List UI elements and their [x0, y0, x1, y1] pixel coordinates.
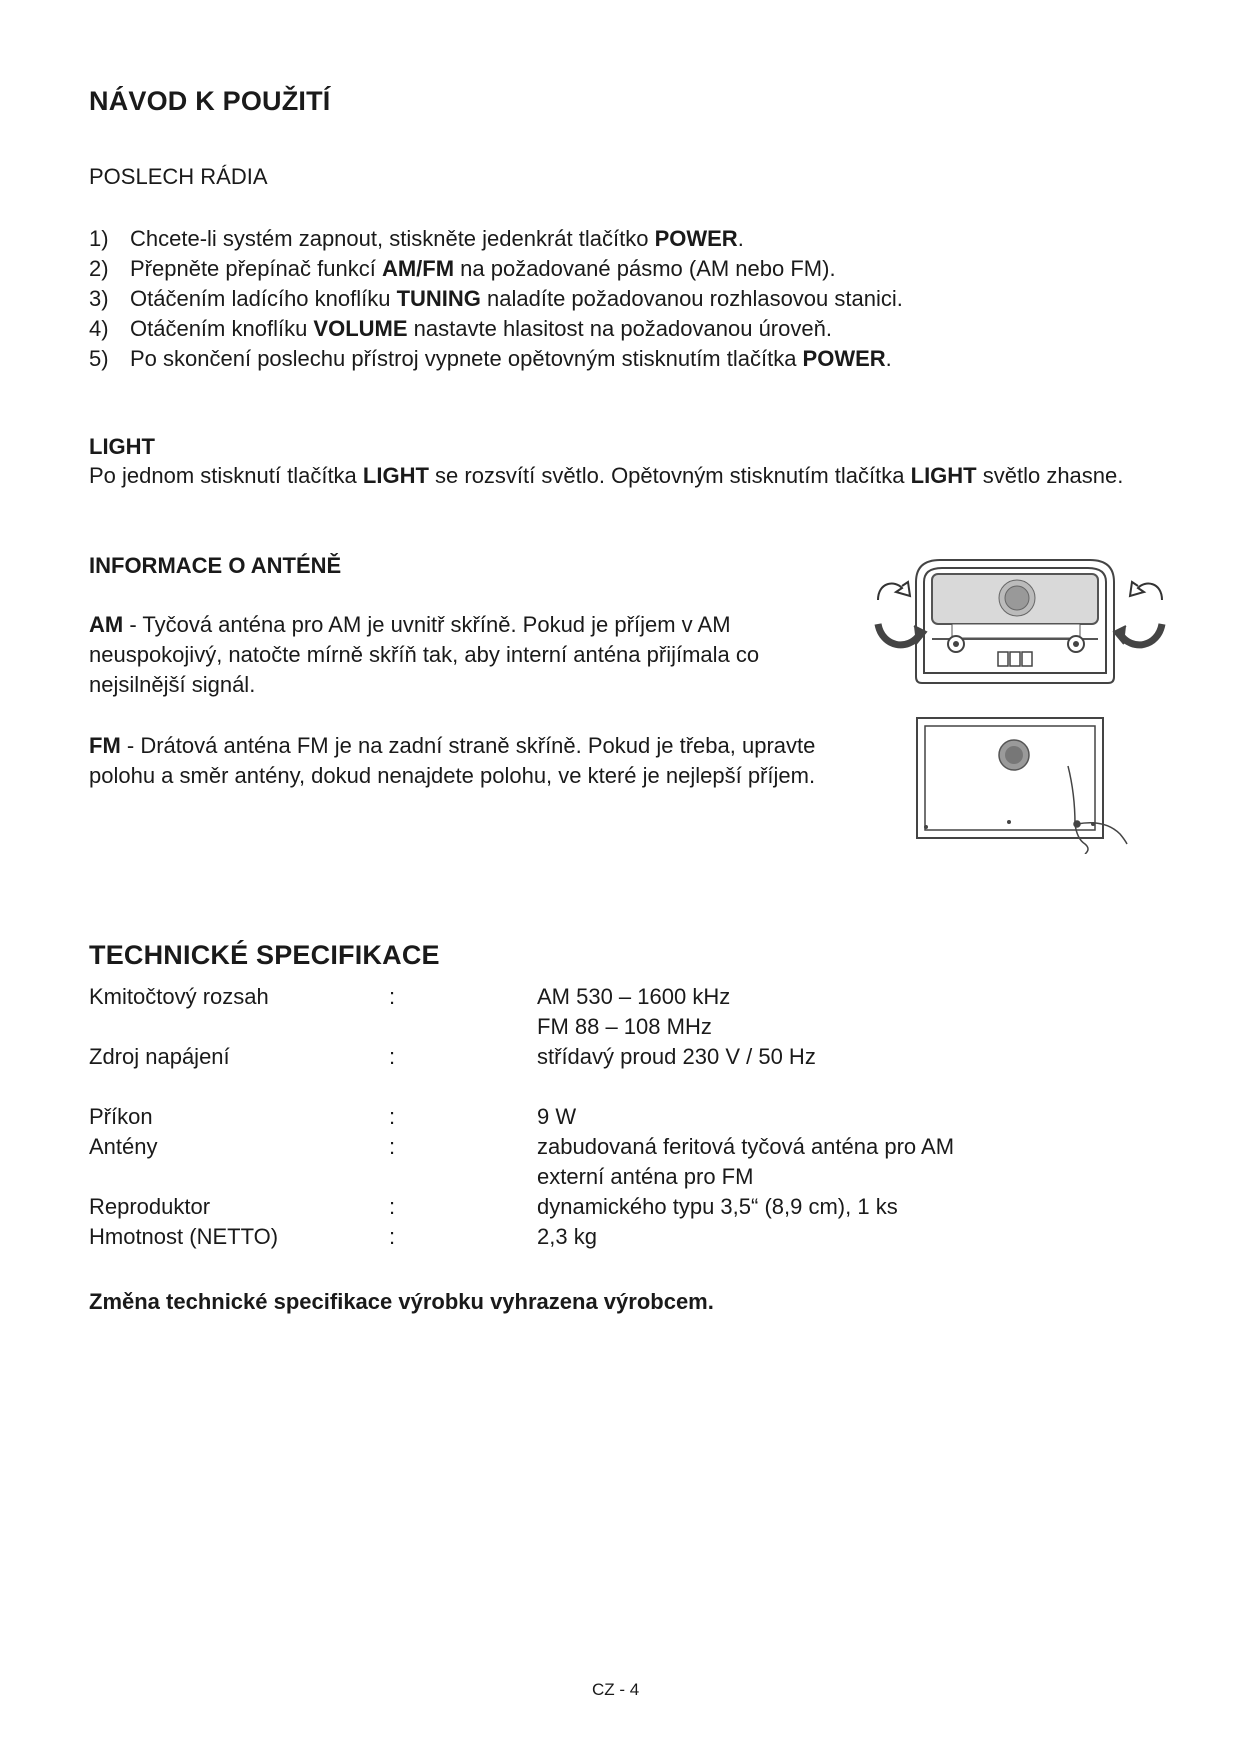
page-number: CZ - 4	[592, 1680, 640, 1699]
spec-value: střídavý proud 230 V / 50 Hz	[537, 1044, 816, 1069]
am-text: - Tyčová anténa pro AM je uvnitř skříně. Pokud je příjem v AM neuspokojivý, natočte mírně skříň tak, aby interní anténa přijímala co nejsilnější signál.	[89, 612, 760, 697]
spec-label: Reproduktor	[89, 1194, 211, 1219]
spec-value: AM 530 – 1600 kHz	[537, 984, 731, 1009]
light-keyword-2: LIGHT	[910, 463, 977, 488]
spec-colon: :	[389, 1104, 396, 1129]
speaker-grille-icon	[999, 740, 1029, 770]
fm-paragraph	[89, 731, 859, 791]
step-keyword: POWER	[654, 226, 738, 251]
radio-step	[89, 254, 836, 284]
spec-label: Zdroj napájení	[89, 1044, 230, 1069]
screw-icon	[924, 820, 1095, 829]
am-paragraph	[89, 610, 859, 700]
step-keyword: POWER	[802, 346, 886, 371]
step-text: Po skončení poslechu přístroj vypnete opětovným stisknutím tlačítka	[130, 346, 803, 371]
step-number: 4)	[89, 316, 109, 341]
radio-step	[89, 284, 903, 314]
spec-colon: :	[389, 984, 396, 1009]
rotate-left-arrow-icon	[878, 582, 926, 645]
step-text: Chcete-li systém zapnout, stiskněte jedenkrát tlačítko	[130, 226, 655, 251]
spec-value: FM 88 – 108 MHz	[537, 1014, 712, 1039]
light-text-2: se rozsvítí světlo. Opětovným stisknutím tlačítka	[428, 463, 911, 488]
step-text-end: naladíte požadovanou rozhlasovou stanici.	[480, 286, 903, 311]
step-text: Otáčením knoflíku	[130, 316, 314, 341]
spec-colon: :	[389, 1224, 396, 1249]
light-keyword-1: LIGHT	[362, 463, 429, 488]
spec-colon: :	[389, 1044, 396, 1069]
radio-front-illustration	[870, 552, 1170, 700]
step-number: 1)	[89, 226, 109, 251]
step-keyword: VOLUME	[313, 316, 408, 341]
spec-value: dynamického typu 3,5“ (8,9 cm), 1 ks	[537, 1194, 898, 1219]
spec-value: 2,3 kg	[537, 1224, 597, 1249]
specs-heading: TECHNICKÉ SPECIFIKACE	[89, 940, 440, 970]
spec-value: 9 W	[537, 1104, 577, 1129]
radio-buttons-icon	[998, 652, 1032, 666]
specs-footnote: Změna technické specifikace výrobku vyhrazena výrobcem.	[89, 1289, 714, 1314]
light-text-3: světlo zhasne.	[976, 463, 1124, 488]
step-number: 3)	[89, 286, 109, 311]
fm-text: - Drátová anténa FM je na zadní straně skříně. Pokud je třeba, upravte polohu a směr antény, dokud nenajdete polohu, ve které je nejlepší příjem.	[89, 733, 816, 788]
step-text-end: nastavte hlasitost na požadovanou úroveň.	[407, 316, 832, 341]
step-text-end: .	[737, 226, 744, 251]
step-text-end: na požadované pásmo (AM nebo FM).	[454, 256, 836, 281]
radio-step	[89, 314, 832, 344]
antenna-heading: INFORMACE O ANTÉNĚ	[89, 553, 342, 578]
light-heading: LIGHT	[89, 434, 155, 459]
spec-value: zabudovaná feritová tyčová anténa pro AM	[537, 1134, 955, 1159]
spec-label: Hmotnost (NETTO)	[89, 1224, 279, 1249]
step-text: Přepněte přepínač funkcí	[130, 256, 382, 281]
step-keyword: AM/FM	[381, 256, 455, 281]
am-label: AM	[89, 612, 124, 637]
spec-colon: :	[389, 1134, 396, 1159]
radio-heading-text: POSLECH RÁDIA	[89, 164, 268, 189]
radio-step	[89, 224, 744, 254]
spec-colon: :	[389, 1194, 396, 1219]
radio-heading	[89, 164, 268, 190]
speaker-grille-icon	[999, 580, 1035, 616]
light-paragraph	[89, 461, 1129, 491]
spec-label: Příkon	[89, 1104, 153, 1129]
radio-step	[89, 344, 892, 374]
page-title: NÁVOD K POUŽITÍ	[89, 86, 331, 116]
radio-back-illustration	[915, 714, 1135, 854]
spec-value: externí anténa pro FM	[537, 1164, 754, 1189]
light-text-1: Po jednom stisknutí tlačítka	[89, 463, 363, 488]
step-number: 2)	[89, 256, 109, 281]
spec-label: Kmitočtový rozsah	[89, 984, 269, 1009]
step-number: 5)	[89, 346, 109, 371]
fm-label: FM	[89, 733, 121, 758]
fm-wire-antenna-icon	[1068, 766, 1127, 854]
step-keyword: TUNING	[396, 286, 481, 311]
spec-label: Antény	[89, 1134, 158, 1159]
step-text-end: .	[885, 346, 892, 371]
step-text: Otáčením ladícího knoflíku	[130, 286, 397, 311]
rotate-right-arrow-icon	[1114, 582, 1162, 645]
